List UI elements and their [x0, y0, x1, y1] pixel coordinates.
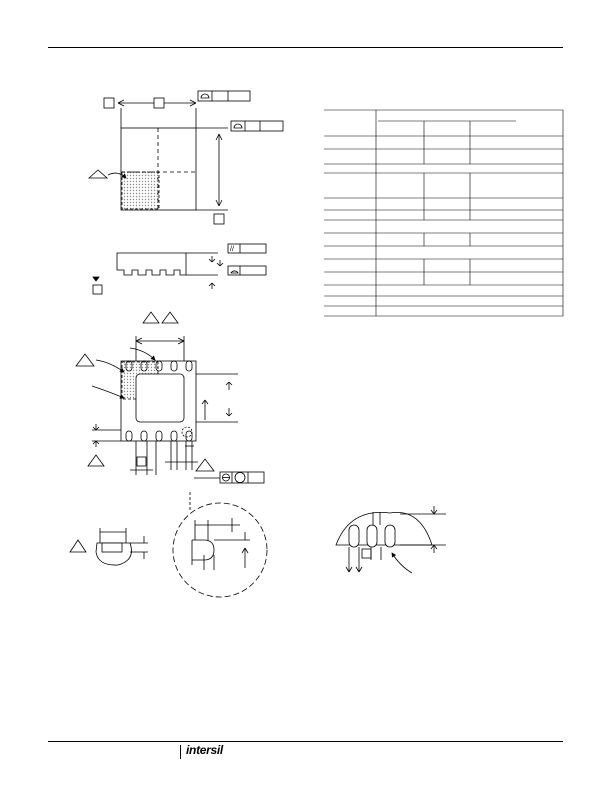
top-view	[89, 91, 283, 224]
terminal-detail-left	[70, 528, 148, 565]
svg-text://: //	[230, 246, 234, 253]
datum-box-d	[93, 285, 102, 294]
terminal-detail-right	[336, 506, 446, 573]
package-body-side	[117, 253, 186, 275]
terminal-detail-circle	[173, 492, 267, 597]
bottom-view	[76, 312, 264, 483]
note-triangle-6	[196, 459, 214, 471]
exposed-pad	[136, 374, 184, 422]
datum-box-e	[137, 457, 146, 466]
detail-circle	[173, 503, 267, 597]
company-logo: intersil	[186, 743, 223, 757]
datum-box-c	[214, 214, 224, 224]
note-triangle-1	[89, 170, 107, 178]
note-triangle-3	[162, 312, 178, 323]
dimension-table	[324, 110, 563, 316]
tolerance-frame-2	[231, 121, 283, 131]
note-triangle-2	[143, 312, 159, 323]
tolerance-frame-1	[198, 91, 250, 101]
footer-rule	[48, 741, 563, 742]
flatness-frame	[228, 266, 266, 275]
footer-separator	[180, 745, 181, 759]
note-triangle-7	[70, 540, 86, 552]
datum-box-a	[104, 98, 114, 108]
datum-box-b	[154, 98, 164, 108]
side-view	[93, 244, 266, 294]
note-triangle-4	[76, 354, 94, 366]
note-triangle-5	[88, 455, 104, 466]
